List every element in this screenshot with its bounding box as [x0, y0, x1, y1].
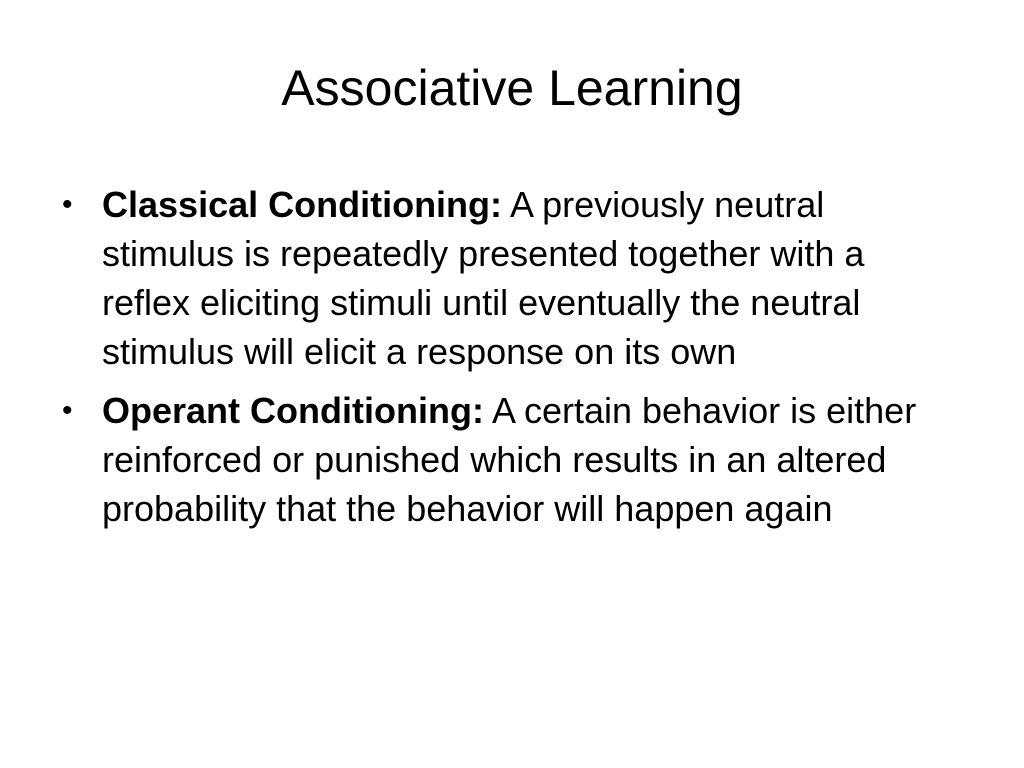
bullet-item-operant-conditioning — [62, 386, 962, 533]
bullet-term: Classical Conditioning: — [102, 184, 503, 225]
bullet-point-icon: • — [62, 394, 73, 427]
bullet-text: A previously neutral stimulus is repeatedly presented together with a reflex eliciting stimuli until eventually the neutral stimulus will elicit a response on its own — [102, 184, 865, 372]
bullet-list — [62, 180, 962, 543]
bullet-point-icon: • — [62, 188, 73, 221]
bullet-item-classical-conditioning — [62, 180, 962, 376]
bullet-term: Operant Conditioning: — [102, 390, 484, 431]
slide-title: Associative Learning — [281, 60, 743, 116]
bullet-text: A certain behavior is either reinforced or punished which results in an altered probability that the behavior will happen again — [102, 390, 917, 529]
